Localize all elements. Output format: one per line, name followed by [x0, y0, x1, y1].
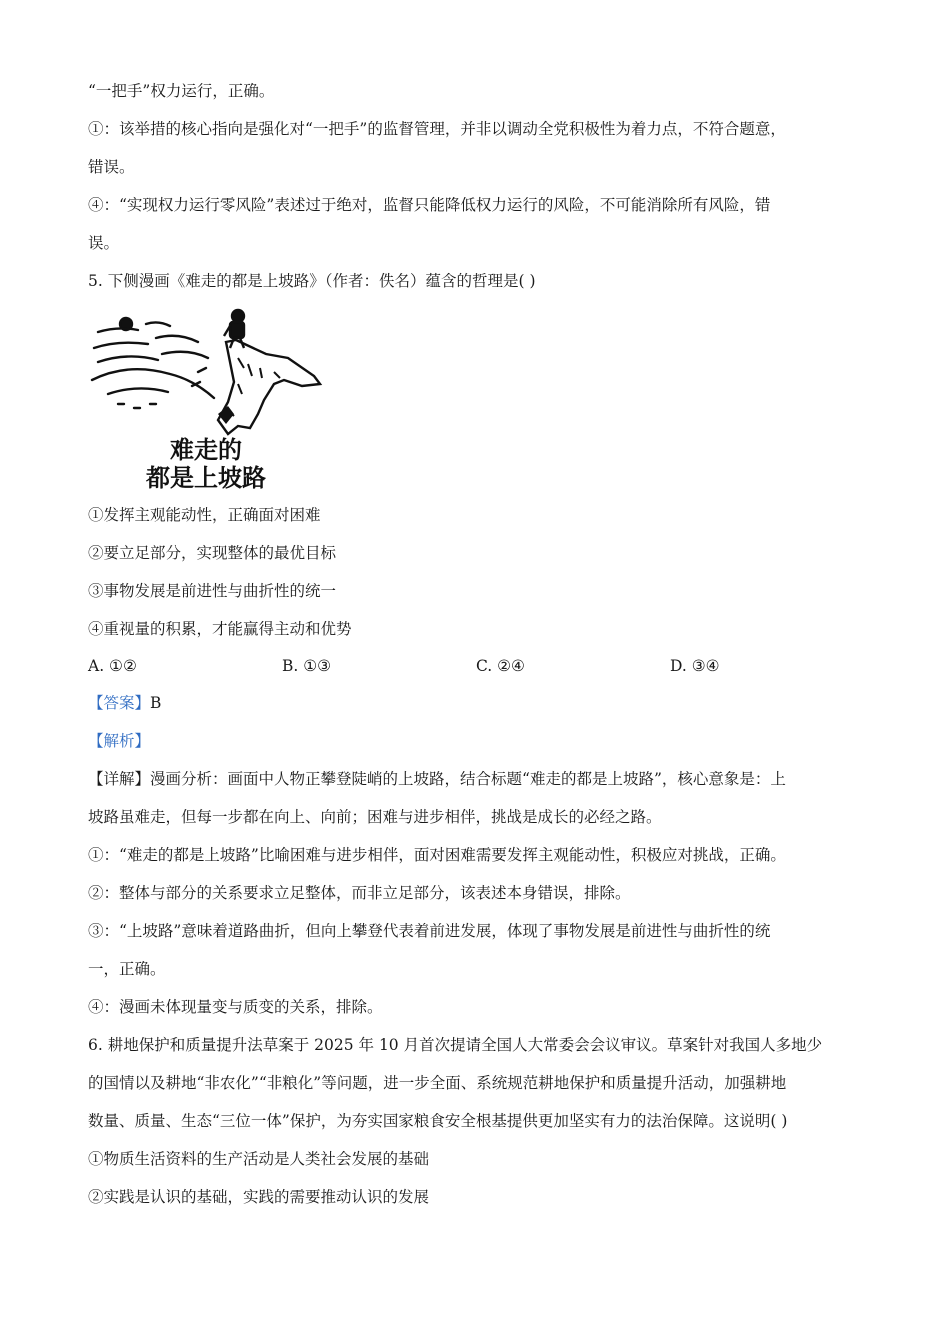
- q5-item-1: ①发挥主观能动性，正确面对困难: [88, 506, 321, 524]
- answer-label: 【答案】: [88, 694, 151, 712]
- text-line: 的国情以及耕地“非农化”“非粮化”等问题，进一步全面、系统规范耕地保护和质量提升活动，加强耕地: [88, 1074, 787, 1092]
- cartoon-caption-1: 难走的: [170, 436, 242, 464]
- detail-text: 漫画分析：画面中人物正攀登陡峭的上坡路，结合标题“难走的都是上坡路”，核心意象是：上: [150, 770, 786, 788]
- text-line: 一，正确。: [88, 960, 166, 978]
- text-line: 错误。: [88, 158, 135, 176]
- text-line: ①：该举措的核心指向是强化对“一把手”的监督管理，并非以调动全党积极性为着力点，不符合题意，: [88, 120, 786, 138]
- text-line: “一把手”权力运行，正确。: [88, 82, 275, 100]
- text-line: ①：“难走的都是上坡路”比喻困难与进步相伴，面对困难需要发挥主观能动性，积极应对挑战，正确。: [88, 846, 786, 864]
- answer-value: B: [150, 694, 162, 712]
- q5-item-2: ②要立足部分，实现整体的最优目标: [88, 544, 337, 562]
- text-line: ③：“上坡路”意味着道路曲折，但向上攀登代表着前进发展，体现了事物发展是前进性与曲折性的统: [88, 922, 771, 940]
- q5-option-a: A. ①②: [88, 657, 137, 675]
- text-line: 误。: [88, 234, 120, 252]
- q5-option-b: B. ①③: [282, 657, 332, 675]
- detail-line: [88, 768, 868, 790]
- q5-item-3: ③事物发展是前进性与曲折性的统一: [88, 582, 337, 600]
- text-line: 数量、质量、生态“三位一体”保护，为夯实国家粮食安全根基提供更加坚实有力的法治保障。这说明( ): [88, 1112, 788, 1130]
- q6-item-1: ①物质生活资料的生产活动是人类社会发展的基础: [88, 1150, 430, 1168]
- cartoon-image: [88, 302, 324, 492]
- text-line: ②：整体与部分的关系要求立足整体，而非立足部分，该表述本身错误，排除。: [88, 884, 631, 902]
- analysis-label: 【解析】: [88, 732, 151, 750]
- cliff-shape: [218, 340, 320, 434]
- q5-item-4: ④重视量的积累，才能赢得主动和优势: [88, 620, 352, 638]
- answer-line: [88, 692, 868, 714]
- q5-option-d: D. ③④: [670, 657, 720, 675]
- text-line: ④：漫画未体现量变与质变的关系，排除。: [88, 998, 383, 1016]
- question-5-stem: 5. 下侧漫画《难走的都是上坡路》（作者：佚名）蕴含的哲理是( ): [88, 272, 536, 290]
- detail-label: 【详解】: [88, 770, 151, 788]
- question-6-stem: 6. 耕地保护和质量提升法草案于 2025 年 10 月首次提请全国人大常委会会议审议。草案针对我国人多地少: [88, 1036, 823, 1054]
- q6-item-2: ②实践是认识的基础，实践的需要推动认识的发展: [88, 1188, 430, 1206]
- text-line: 坡路虽难走，但每一步都在向上、向前；困难与进步相伴，挑战是成长的必经之路。: [88, 808, 662, 826]
- cartoon-caption-2: 都是上坡路: [146, 464, 266, 492]
- q5-option-c: C. ②④: [476, 657, 525, 675]
- text-line: ④：“实现权力运行零风险”表述过于绝对，监督只能降低权力运行的风险，不可能消除所有风险，错: [88, 196, 771, 214]
